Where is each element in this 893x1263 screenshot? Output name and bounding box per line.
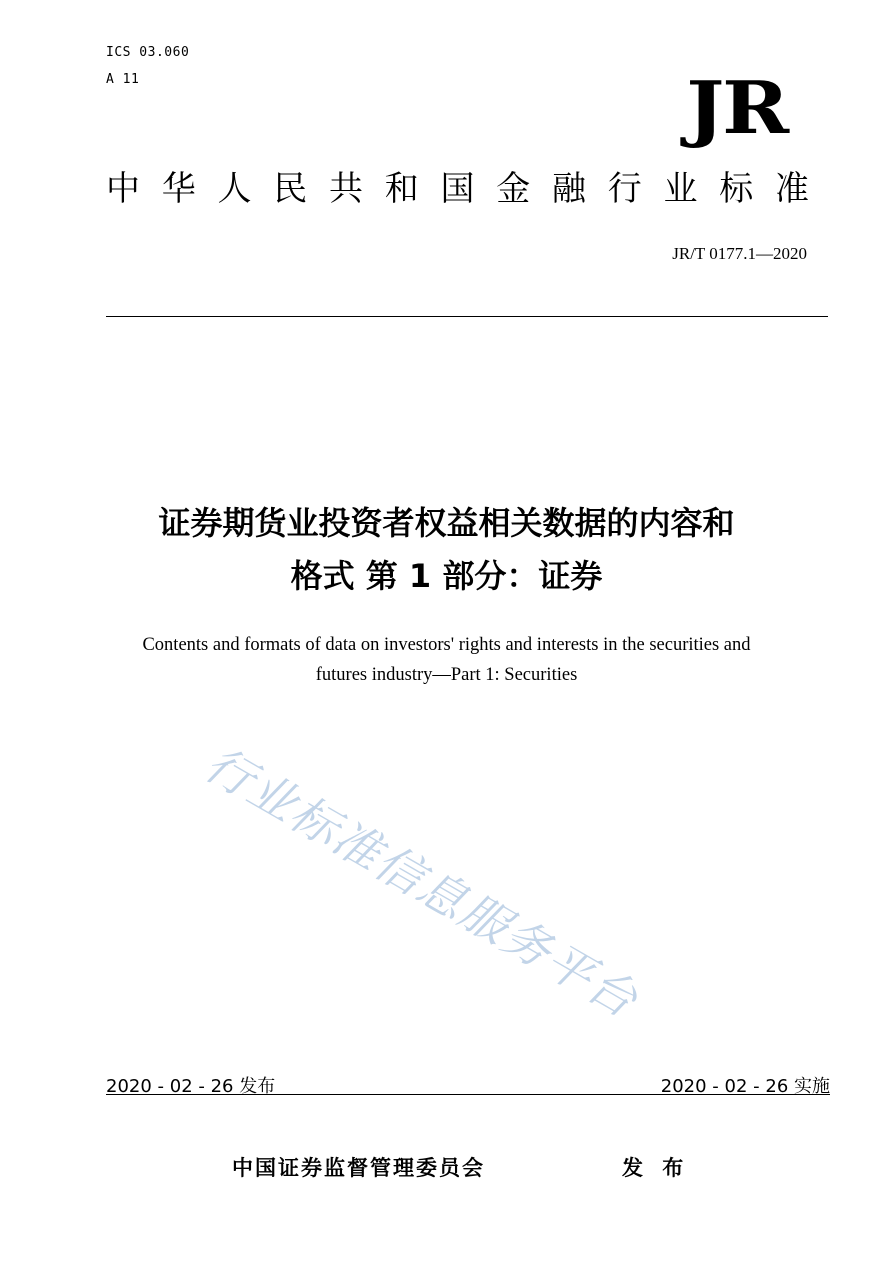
standard-name-char: 准: [775, 169, 809, 209]
standard-name-char: 金: [496, 169, 531, 209]
jr-logo: JR: [686, 65, 787, 150]
standard-category-name: [106, 169, 809, 209]
standard-name-char: 业: [663, 169, 698, 209]
issuing-authority: 中国证券监督管理委员会: [232, 1156, 485, 1180]
ics-code: ICS 03.060: [106, 45, 190, 60]
date-divider: [106, 1094, 830, 1095]
standard-name-char: 标: [719, 169, 754, 209]
watermark: 行业标准信息服务平台: [195, 736, 648, 1030]
standard-name-char: 中: [106, 169, 140, 209]
title-cn-line-2: 格式 第 1 部分：证券: [290, 557, 603, 595]
standard-name-char: 民: [273, 169, 308, 209]
issue-label: 发 布: [622, 1156, 690, 1180]
standard-name-char: 行: [607, 169, 642, 209]
ccs-code: A 11: [106, 72, 140, 87]
title-en-line-2: futures industry—Part 1: Securities: [315, 665, 578, 685]
header-divider: [106, 316, 828, 317]
implementation-date: 2020 - 02 - 26 实施: [660, 1076, 830, 1097]
standard-name-char: 和: [384, 169, 419, 209]
standard-name-char: 融: [552, 169, 586, 209]
standard-name-char: 共: [329, 169, 363, 209]
issue-date: 2020 - 02 - 26 发布: [106, 1076, 276, 1097]
title-en-line-1: Contents and formats of data on investors' rights and interests in the securities and: [142, 635, 751, 655]
standard-name-char: 华: [161, 169, 196, 209]
standard-name-char: 人: [217, 169, 252, 209]
standard-number: JR/T 0177.1—2020: [672, 244, 807, 263]
standard-name-char: 国: [440, 169, 475, 209]
title-cn-line-1: 证券期货业投资者权益相关数据的内容和: [158, 504, 735, 542]
